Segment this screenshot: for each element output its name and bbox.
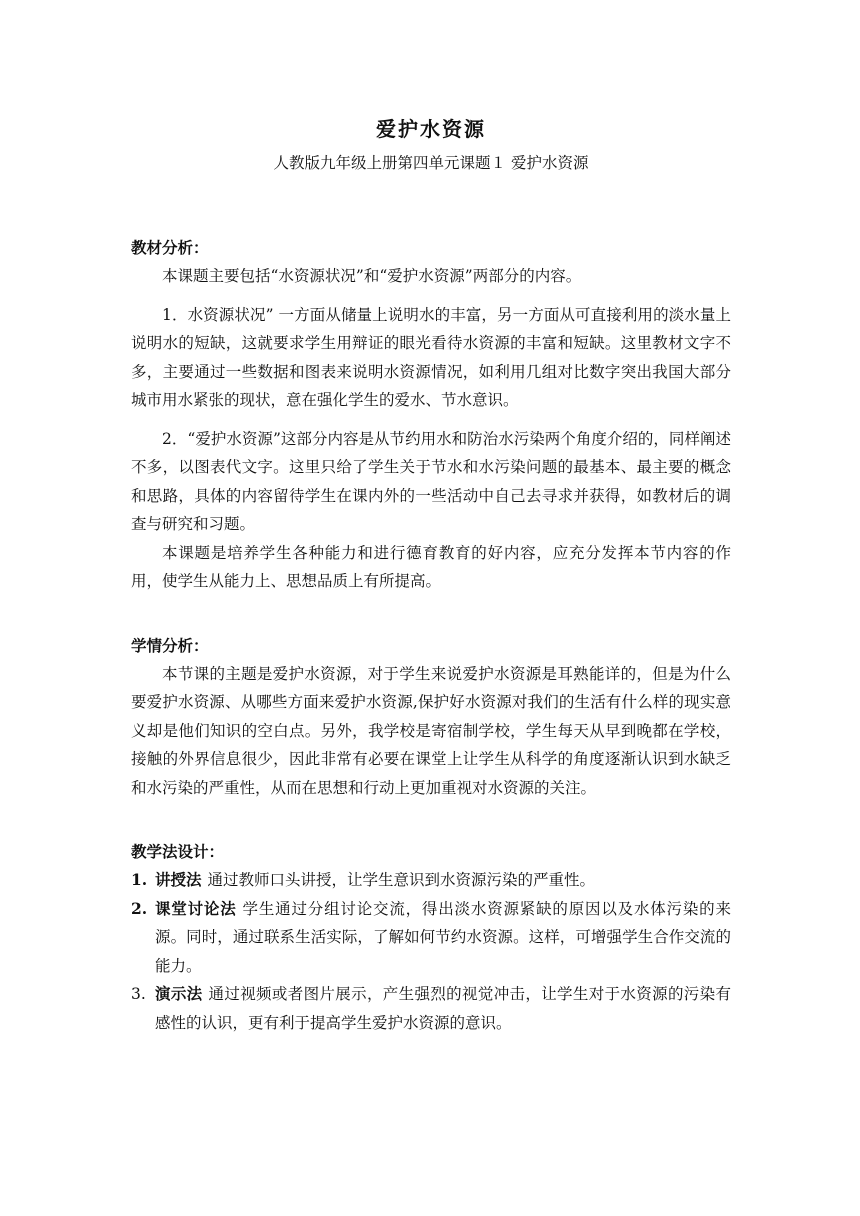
method-description: 学生通过分组讨论交流，得出淡水资源紧缺的原因以及水体污染的来源。同时，通过联系生活实际，了解如何节约水资源。这样，可增强学生合作交流的能力。 [155, 899, 731, 975]
paragraph: 2．“爱护水资源”这部分内容是从节约用水和防治水污染两个角度介绍的，同样阐述不多，以图表代文字。这里只给了学生关于节水和水污染问题的最基本、最主要的概念和思路，具体的内容留待学生在课内外的一些活动中自己去寻求并获得，如教材后的调查与研究和习题。 [131, 429, 731, 533]
section-heading: 学情分析： [131, 635, 209, 655]
page-subtitle: 人教版九年级上册第四单元课题１ 爱护水资源 [273, 154, 589, 172]
list-number: 3. [131, 985, 146, 1003]
method-term: 讲授法 [155, 870, 202, 889]
methods-list [131, 866, 731, 1037]
section-heading: 教材分析： [131, 238, 209, 257]
section-heading: 教学法设计： [131, 842, 225, 861]
list-number: 1. [131, 870, 148, 889]
section-teaching-methods [131, 838, 731, 1037]
method-term: 课堂讨论法 [155, 898, 237, 918]
list-number: 2. [131, 898, 148, 918]
method-term: 演示法 [155, 984, 203, 1003]
list-item [131, 895, 731, 981]
document-body [131, 114, 731, 1037]
list-item [131, 980, 731, 1037]
list-item [131, 866, 731, 895]
paragraph: 本课题是培养学生各种能力和进行德育教育的好内容，应充分发挥本节内容的作用，使学生从能力上、思想品质上有所提高。 [131, 543, 731, 590]
method-description: 通过教师口头讲授，让学生意识到水资源污染的严重性。 [207, 871, 596, 889]
method-description: 通过视频或者图片展示，产生强烈的视觉冲击，让学生对于水资源的污染有感性的认识，更有利于提高学生爱护水资源的意识。 [155, 985, 731, 1032]
paragraph: 本节课的主题是爱护水资源，对于学生来说爱护水资源是耳熟能详的，但是为什么要爱护水资源、从哪些方面来爱护水资源,保护好水资源对我们的生活有什么样的现实意义却是他们知识的空白点。另外，我学校是寄宿制学校，学生每天从早到晚都在学校，接触的外界信息很少，因此非常有必要在课堂上让学生从科学的角度逐渐认识到水缺乏和水污染的严重性，从而在思想和行动上更加重视对水资源的关注。 [131, 664, 731, 797]
paragraph: 1．水资源状况” 一方面从储量上说明水的丰富，另一方面从可直接利用的淡水量上说明水的短缺，这就要求学生用辩证的眼光看待水资源的丰富和短缺。这里教材文字不多，主要通过一些数据和图表来说明水资源情况，如利用几组对比数字突出我国大部分城市用水紧张的现状，意在强化学生的爱水、节水意识。 [131, 305, 731, 409]
page-title: 爱护水资源 [376, 117, 486, 141]
section-material-analysis [131, 234, 731, 596]
section-learner-analysis [131, 632, 731, 803]
paragraph: 本课题主要包括“水资源状况”和“爱护水资源”两部分的内容。 [162, 267, 582, 285]
